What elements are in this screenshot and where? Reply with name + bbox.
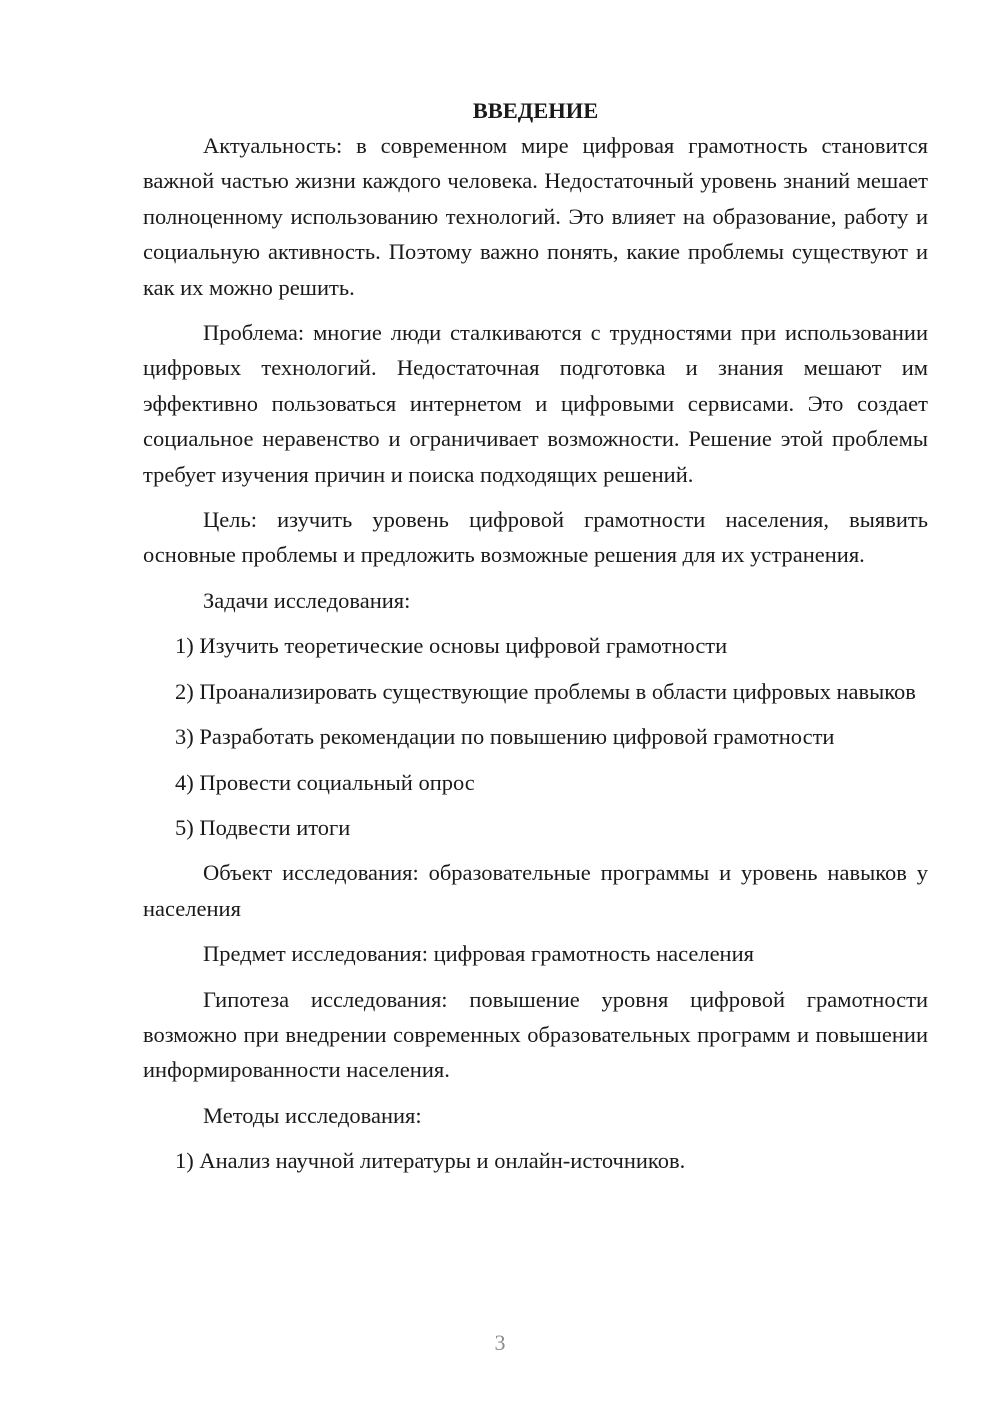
- task-item-2: 2) Проанализировать существующие проблемы в области цифровых навыков: [175, 678, 916, 704]
- task-item-3: 3) Разработать рекомендации по повышению цифровой грамотности: [175, 724, 835, 750]
- methods-heading: Методы исследования:: [203, 1102, 422, 1128]
- object-paragraph: Объект исследования: образовательные программы и уровень навыков у населения: [143, 860, 928, 921]
- task-item-4: 4) Провести социальный опрос: [175, 769, 475, 795]
- relevance-paragraph: Актуальность: в современном мире цифровая грамотность становится важной частью жизни каждого человека. Недостаточный уровень знаний мешает полноценному использованию технологий. Это влияет на образование, работу и социальную активность. Поэтому важно понять, какие проблемы существуют и как их можно решить.: [143, 133, 928, 300]
- problem-paragraph: Проблема: многие люди сталкиваются с трудностями при использовании цифровых технологий. Недостаточная подготовка и знания мешают им эффективно пользоваться интернетом и цифровыми сервисами. Это создает социальное неравенство и ограничивает возможности. Решение этой проблемы требует изучения причин и поиска подходящих решений.: [143, 320, 928, 487]
- task-item-1: 1) Изучить теоретические основы цифровой грамотности: [175, 633, 728, 659]
- tasks-heading: Задачи исследования:: [203, 587, 411, 613]
- goal-paragraph: Цель: изучить уровень цифровой грамотности населения, выявить основные проблемы и предложить возможные решения для их устранения.: [143, 507, 928, 568]
- task-item-5: 5) Подвести итоги: [175, 814, 351, 840]
- page-number: 3: [494, 1330, 506, 1355]
- document-body: [143, 93, 928, 1179]
- page-title: ВВЕДЕНИЕ: [472, 98, 599, 123]
- subject-paragraph: Предмет исследования: цифровая грамотность населения: [203, 941, 754, 967]
- method-item-1: 1) Анализ научной литературы и онлайн-источников.: [175, 1148, 686, 1174]
- hypothesis-paragraph: Гипотеза исследования: повышение уровня цифровой грамотности возможно при внедрении современных образовательных программ и повышении информированности населения.: [143, 986, 928, 1083]
